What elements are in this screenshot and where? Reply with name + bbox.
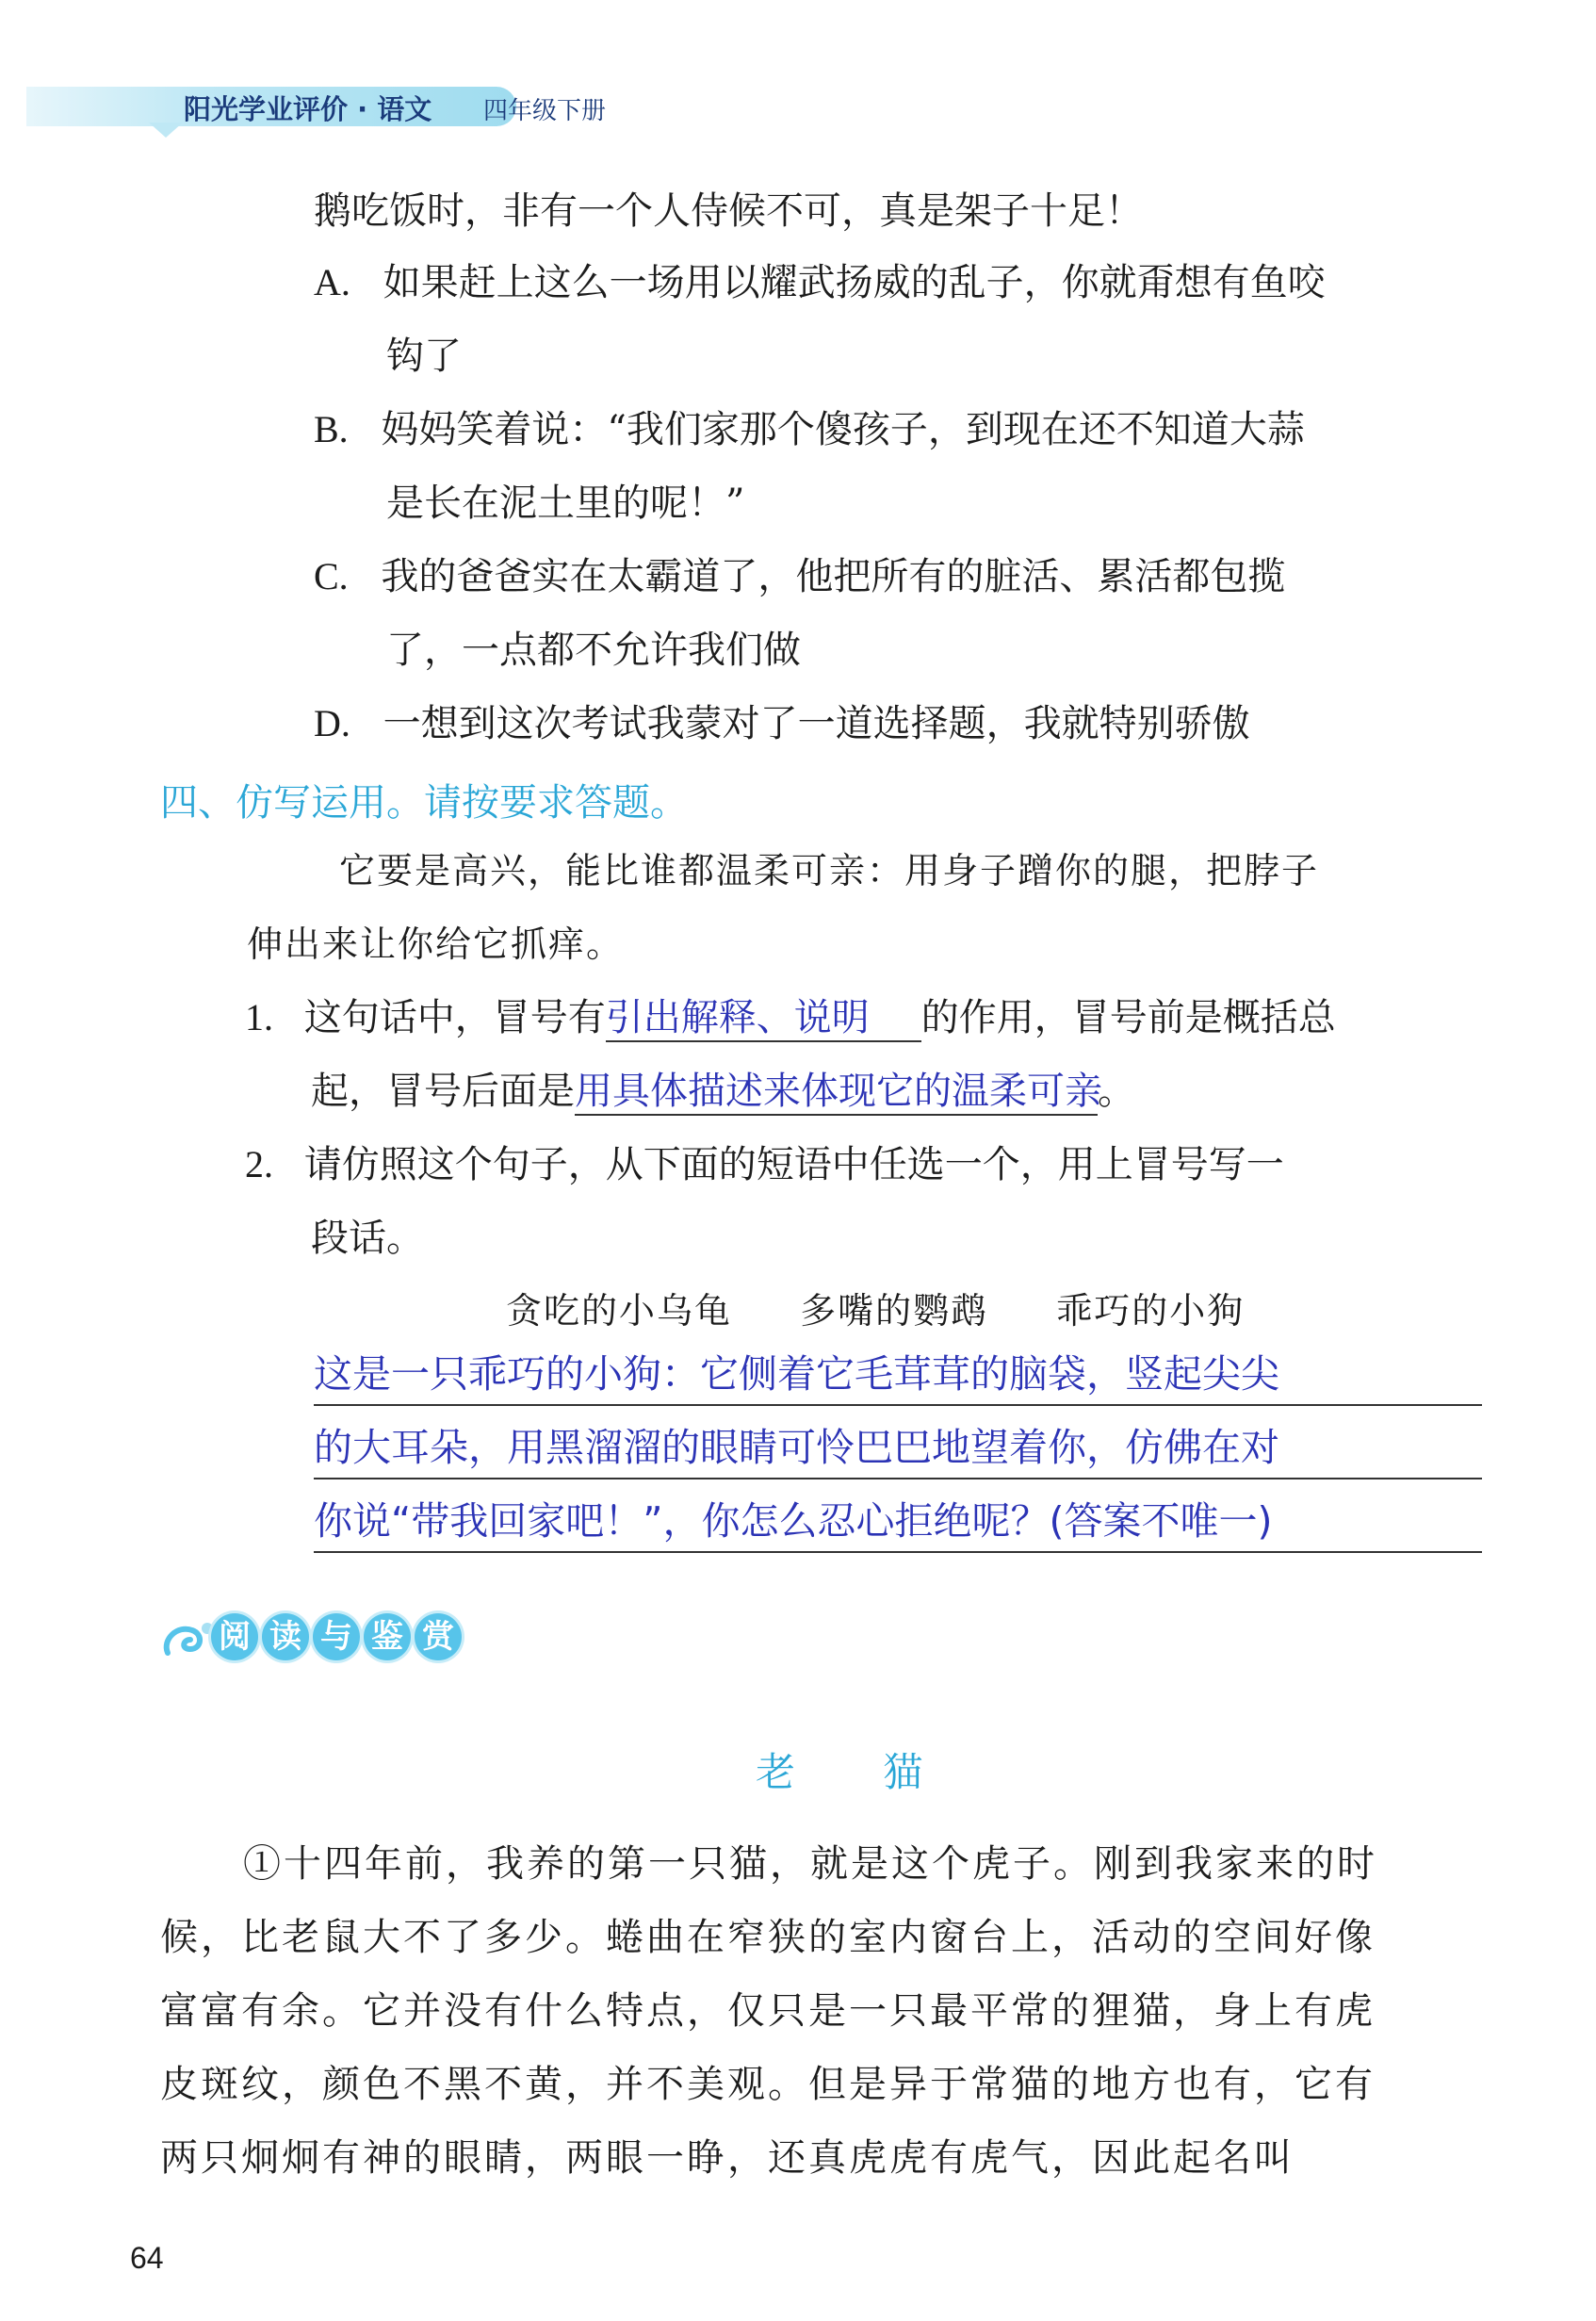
answer-line-3: 你说“带我回家吧！”，你怎么忍心拒绝呢？(答案不唯一)	[314, 1498, 1273, 1544]
badge-character: 读	[262, 1613, 309, 1660]
badge-character: 赏	[415, 1613, 462, 1660]
option-letter: D.	[314, 702, 350, 744]
model-sentence-line1: 它要是高兴，能比谁都温柔可亲：用身子蹭你的腿，把脖子	[339, 850, 1320, 891]
option-d-line1	[314, 697, 1250, 750]
option-letter: C.	[314, 555, 349, 597]
badge-character: 阅	[211, 1613, 258, 1660]
phrase-item: 贪吃的小乌龟	[506, 1290, 733, 1332]
paragraph-line: 富富有余。它并没有什么特点，仅只是一只最平常的狸猫，身上有虎	[160, 1989, 1376, 2033]
page-number: 64	[130, 2241, 164, 2275]
question-text: 。	[1098, 1070, 1135, 1113]
phrase-item: 乖巧的小狗	[1056, 1290, 1246, 1332]
grade-label: 四年级下册	[483, 97, 607, 125]
article-title: 老 猫	[756, 1749, 961, 1795]
badge-character: 鉴	[364, 1613, 411, 1660]
answer-line-1: 这是一只乖巧的小狗：它侧着它毛茸茸的脑袋，竖起尖尖	[314, 1351, 1279, 1397]
section-heading: 四、仿写运用。请按要求答题。	[160, 781, 688, 825]
paragraph-line: 两只炯炯有神的眼睛，两眼一睁，还真虎虎有虎气，因此起名叫	[160, 2136, 1295, 2180]
question-number: 1.	[245, 996, 273, 1038]
question-1-line1	[245, 991, 1336, 1044]
question-text: 起，冒号后面是	[311, 1070, 575, 1113]
book-title: 阳光学业评价 · 语文	[184, 93, 432, 125]
reading-section-badge	[160, 1608, 499, 1668]
question-text: 请仿照这个句子，从下面的短语中任选一个，用上冒号写一	[303, 1143, 1284, 1186]
question-number: 2.	[245, 1143, 273, 1185]
option-a-line1	[314, 256, 1326, 309]
answer-blank-2: 用具体描述来体现它的温柔可亲	[575, 1069, 1098, 1116]
answer-line-2: 的大耳朵，用黑溜溜的眼睛可怜巴巴地望着你，仿佛在对	[314, 1425, 1279, 1470]
question-1-line2	[311, 1065, 1135, 1118]
option-a-line2: 钩了	[386, 335, 462, 378]
question-2-line1	[245, 1138, 1284, 1191]
option-text: 我的爸爸实在太霸道了，他把所有的脏活、累活都包揽	[381, 555, 1286, 598]
option-text: 一想到这次考试我蒙对了一道选择题，我就特别骄傲	[383, 702, 1250, 745]
paragraph-line: 候，比老鼠大不了多少。蜷曲在窄狭的室内窗台上，活动的空间好像	[160, 1916, 1376, 1959]
swirl-icon	[160, 1615, 217, 1664]
option-c-line2: 了，一点都不允许我们做	[386, 629, 801, 672]
option-letter: A.	[314, 261, 350, 303]
option-text: 如果赶上这么一场用以耀武扬威的乱子，你就甭想有鱼咬	[383, 261, 1326, 304]
question-text: 的作用，冒号前是概括总	[920, 996, 1336, 1039]
writing-rule	[314, 1551, 1482, 1553]
paragraph-line: ①十四年前，我养的第一只猫，就是这个虎子。刚到我家来的时	[243, 1842, 1377, 1886]
phrase-item: 多嘴的鹦鹉	[800, 1290, 989, 1332]
writing-rule	[314, 1478, 1482, 1479]
question-text: 这句话中，冒号有	[303, 996, 606, 1039]
question-2-line2: 段话。	[311, 1217, 424, 1260]
badge-character: 与	[313, 1613, 360, 1660]
writing-rule	[314, 1404, 1482, 1406]
question-stem-line	[314, 185, 1143, 237]
model-sentence-line2: 伸出来让你给它抓痒。	[247, 923, 625, 965]
option-text: 妈妈笑着说：“我们家那个傻孩子，到现在还不知道大蒜	[381, 408, 1305, 451]
option-c-line1	[314, 550, 1285, 603]
option-b-line1	[314, 403, 1305, 456]
option-b-line2: 是长在泥土里的呢！”	[386, 482, 745, 525]
phrase-choices	[506, 1282, 1299, 1333]
stem-text: 鹅吃饭时，非有一个人侍候不可，真是架子十足！	[314, 189, 1143, 233]
answer-blank-1: 引出解释、说明	[606, 995, 921, 1042]
paragraph-line: 皮斑纹，颜色不黑不黄，并不美观。但是异于常猫的地方也有，它有	[160, 2063, 1376, 2106]
option-letter: B.	[314, 408, 349, 450]
